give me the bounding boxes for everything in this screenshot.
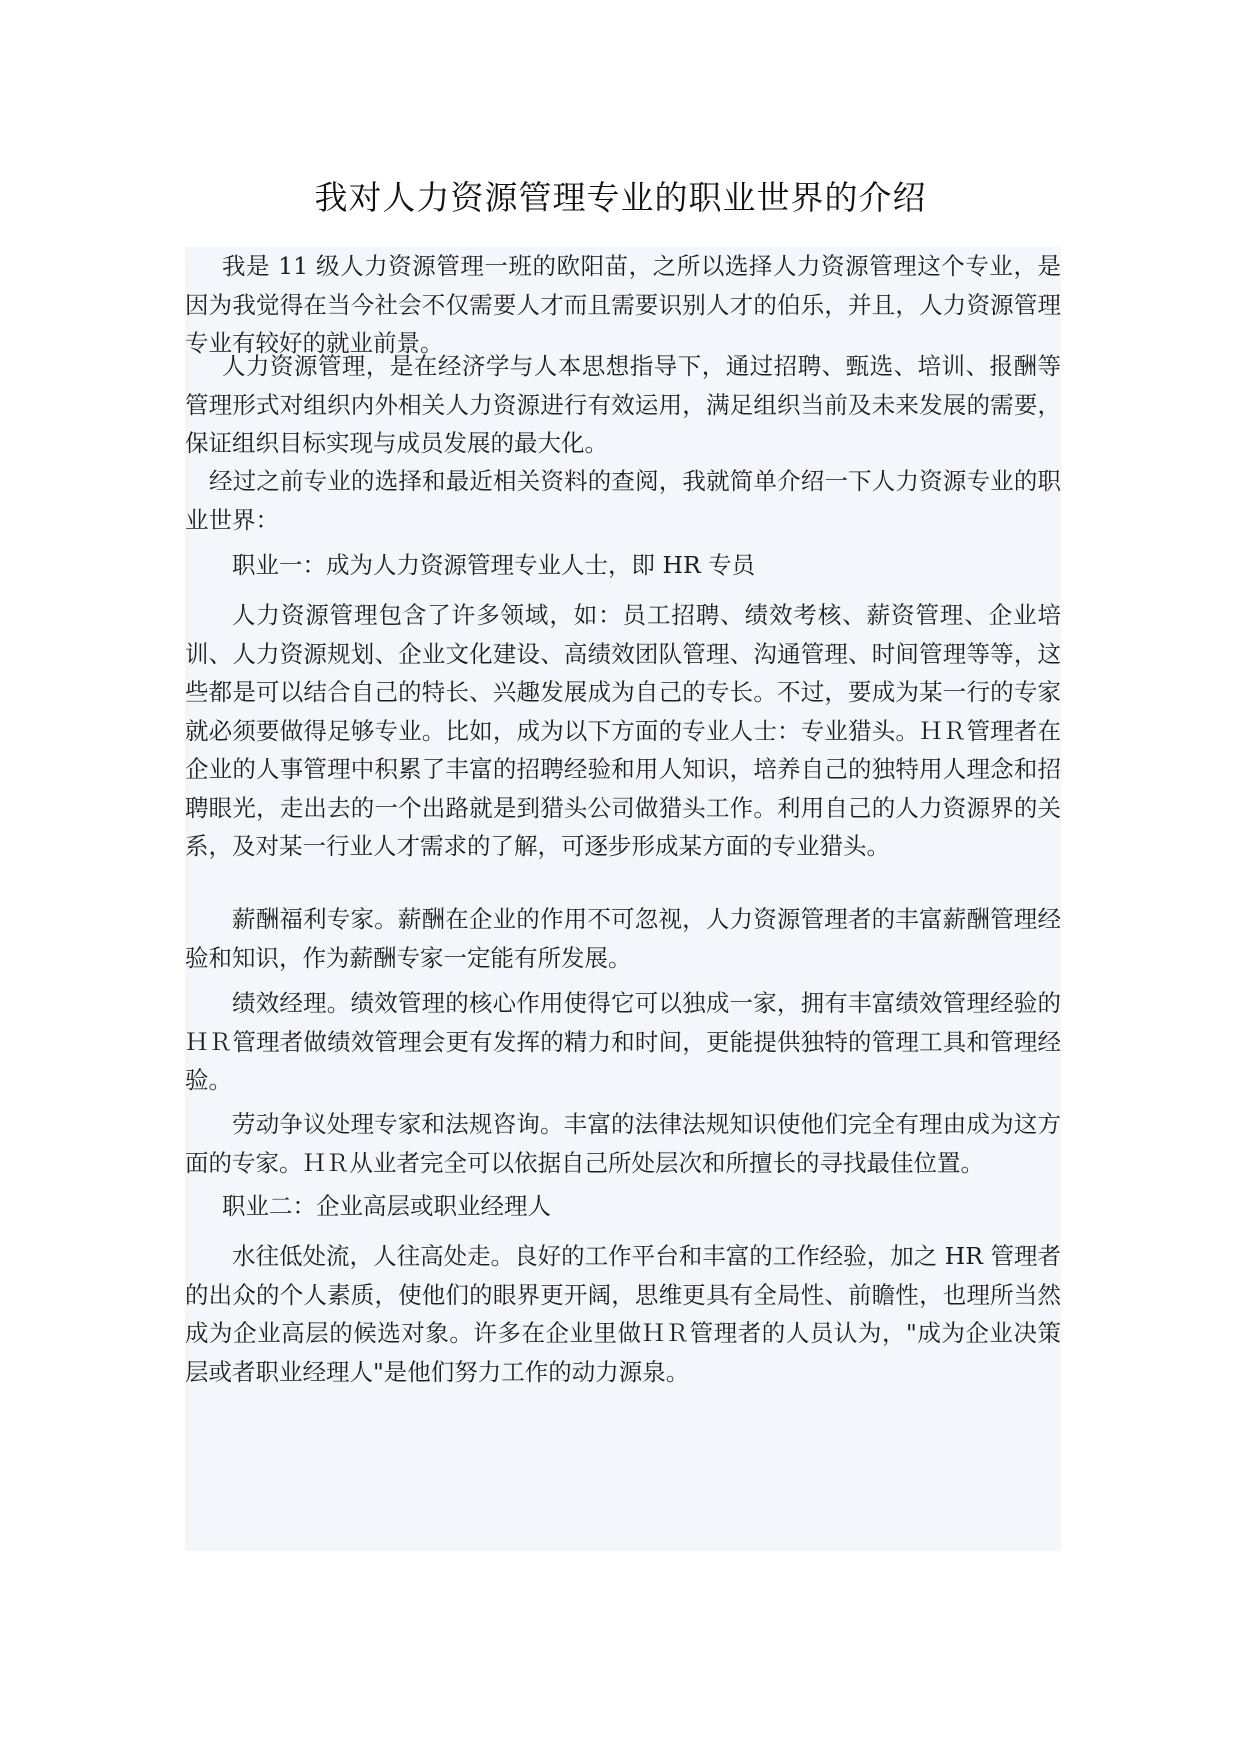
paragraph-overview: 经过之前专业的选择和最近相关资料的查阅，我就简单介绍一下人力资源专业的职业世界： xyxy=(185,467,1061,534)
paragraph-compensation-expert: 薪酬福利专家。薪酬在企业的作用不可忽视，人力资源管理者的丰富薪酬管理经验和知识，作为薪酬专家一定能有所发展。 xyxy=(185,905,1061,972)
paragraph-senior-management: 水往低处流，人往高处走。良好的工作平台和丰富的工作经验，加之 HR 管理者的出众的个人素质，使他们的眼界更开阔，思维更具有全局性、前瞻性，也理所当然成为企业高层的候选对象。许多在企业里做ＨＲ管理者的人员认为，"成为企业决策层或者职业经理人"是他们努力工作的动力源泉。 xyxy=(185,1242,1061,1386)
paragraph-performance-manager: 绩效经理。绩效管理的核心作用使得它可以独成一家，拥有丰富绩效管理经验的ＨＲ管理者做绩效管理会更有发挥的精力和时间，更能提供独特的管理工具和管理经验。 xyxy=(185,989,1061,1094)
document-title: 我对人力资源管理专业的职业世界的介绍 xyxy=(314,178,927,217)
paragraph-labor-dispute-expert: 劳动争议处理专家和法规咨询。丰富的法律法规知识使他们完全有理由成为这方面的专家。ＨＲ从业者完全可以依据自己所处层次和所擅长的寻找最佳位置。 xyxy=(185,1110,1061,1177)
document-body xyxy=(185,247,1061,1551)
paragraph-hrm-definition: 人力资源管理，是在经济学与人本思想指导下，通过招聘、甄选、培训、报酬等管理形式对组织内外相关人力资源进行有效运用，满足组织当前及未来发展的需要，保证组织目标实现与成员发展的最大化。 xyxy=(185,352,1061,457)
paragraph-hr-specialist: 人力资源管理包含了许多领域，如：员工招聘、绩效考核、薪资管理、企业培训、人力资源规划、企业文化建设、高绩效团队管理、沟通管理、时间管理等等，这些都是可以结合自己的特长、兴趣发展成为自己的专长。不过，要成为某一行的专家就必须要做得足够专业。比如，成为以下方面的专业人士：专业猎头。ＨＲ管理者在企业的人事管理中积累了丰富的招聘经验和用人知识，培养自己的独特用人理念和招聘眼光，走出去的一个出路就是到猎头公司做猎头工作。利用自己的人力资源界的关系，及对某一行业人才需求的了解，可逐步形成某方面的专业猎头。 xyxy=(185,601,1061,860)
paragraph-introduction: 我是 11 级人力资源管理一班的欧阳苗，之所以选择人力资源管理这个专业，是因为我觉得在当今社会不仅需要人才而且需要识别人才的伯乐，并且，人力资源管理专业有较好的就业前景。 xyxy=(185,252,1061,357)
section-heading-career-two: 职业二：企业高层或职业经理人 xyxy=(222,1192,551,1220)
section-heading-career-one: 职业一：成为人力资源管理专业人士，即 HR 专员 xyxy=(232,551,756,579)
